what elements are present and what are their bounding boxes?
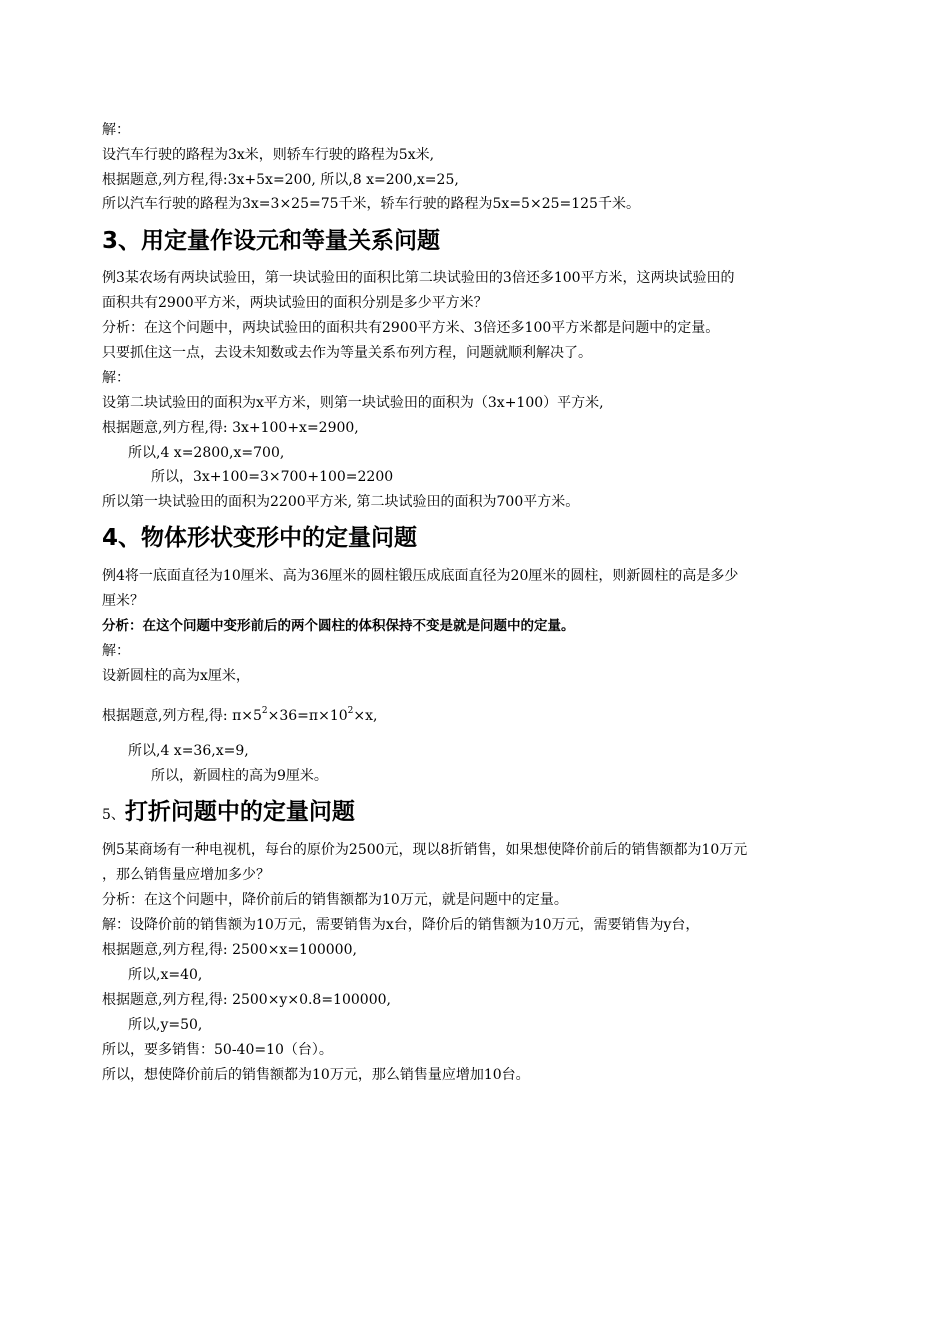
exponent: 2 bbox=[261, 706, 268, 716]
text-line: 所以，3x+100=3×700+100=2200 bbox=[151, 469, 394, 485]
text-line: 根据题意,列方程,得: 3x+100+x=2900, bbox=[102, 420, 359, 436]
text-line: 根据题意,列方程,得: 2500×x=100000, bbox=[102, 942, 357, 958]
text-line: ，那么销售量应增加多少？ bbox=[102, 867, 270, 883]
text-line: 根据题意,列方程,得: 2500×y×0.8=100000, bbox=[102, 992, 391, 1008]
equation-part: ×x, bbox=[353, 708, 378, 724]
text-line: 根据题意,列方程,得:3x+5x=200, 所以,8 x=200,x=25, bbox=[102, 172, 459, 188]
text-line: 例5某商场有一种电视机，每台的原价为2500元，现以8折销售，如果想使降价前后的销售额都为10万元 bbox=[102, 842, 748, 858]
equation-part: 根据题意,列方程,得: π×5 bbox=[102, 708, 262, 724]
text-line: 所以汽车行驶的路程为3x=3×25=75千米，轿车行驶的路程为5x=5×25=125千米。 bbox=[102, 196, 640, 212]
exponent: 2 bbox=[347, 706, 354, 716]
text-line: 解： bbox=[102, 643, 130, 659]
text-line: 面积共有2900平方米，两块试验田的面积分别是多少平方米？ bbox=[102, 295, 488, 311]
text-line: 例3某农场有两块试验田，第一块试验田的面积比第二块试验田的3倍还多100平方米，这两块试验田的 bbox=[102, 270, 735, 286]
analysis-line: 分析：在这个问题中变形前后的两个圆柱的体积保持不变是就是问题中的定量。 bbox=[102, 618, 575, 634]
text-line: 分析：在这个问题中，降价前后的销售额都为10万元，就是问题中的定量。 bbox=[102, 892, 568, 908]
section-heading-3: 3、用定量作设元和等量关系问题 bbox=[102, 228, 441, 254]
text-line: 设第二块试验田的面积为x平方米，则第一块试验田的面积为（3x+100）平方米, bbox=[102, 395, 604, 411]
text-line: 解： bbox=[102, 370, 130, 386]
text-line: 设新圆柱的高为x厘米， bbox=[102, 668, 250, 684]
text-line: 例4将一底面直径为10厘米、高为36厘米的圆柱锻压成底面直径为20厘米的圆柱，则新圆柱的高是多少 bbox=[102, 568, 739, 584]
text-line: 分析：在这个问题中，两块试验田的面积共有2900平方米、3倍还多100平方米都是问题中的定量。 bbox=[102, 320, 720, 336]
heading-number: 5、 bbox=[102, 807, 125, 823]
text-line: 所以,4 x=36,x=9, bbox=[128, 743, 249, 759]
text-line: 只要抓住这一点，去设未知数或去作为等量关系布列方程，问题就顺利解决了。 bbox=[102, 345, 592, 361]
equation-part: ×36=π×10 bbox=[267, 708, 348, 724]
text-line: 所以,y=50, bbox=[128, 1017, 203, 1033]
section-heading-5 bbox=[102, 797, 355, 830]
text-line: 解：设降价前的销售额为10万元，需要销售为x台，降价后的销售额为10万元，需要销售为y台， bbox=[102, 917, 700, 933]
text-line: 所以第一块试验田的面积为2200平方米, 第二块试验田的面积为700平方米。 bbox=[102, 494, 580, 510]
text-line: 解： bbox=[102, 122, 130, 138]
text-line: 所以,x=40, bbox=[128, 967, 203, 983]
text-line: 所以,4 x=2800,x=700, bbox=[128, 445, 285, 461]
heading-text: 打折问题中的定量问题 bbox=[124, 799, 355, 825]
text-line: 设汽车行驶的路程为3x米，则轿车行驶的路程为5x米, bbox=[102, 147, 435, 163]
text-line: 所以，要多销售：50-40=10（台）。 bbox=[102, 1042, 333, 1058]
equation-line bbox=[102, 706, 377, 726]
section-heading-4: 4、物体形状变形中的定量问题 bbox=[102, 525, 418, 551]
text-line: 所以，想使降价前后的销售额都为10万元，那么销售量应增加10台。 bbox=[102, 1067, 530, 1083]
text-line: 所以，新圆柱的高为9厘米。 bbox=[151, 768, 328, 784]
text-line: 厘米？ bbox=[102, 593, 144, 609]
